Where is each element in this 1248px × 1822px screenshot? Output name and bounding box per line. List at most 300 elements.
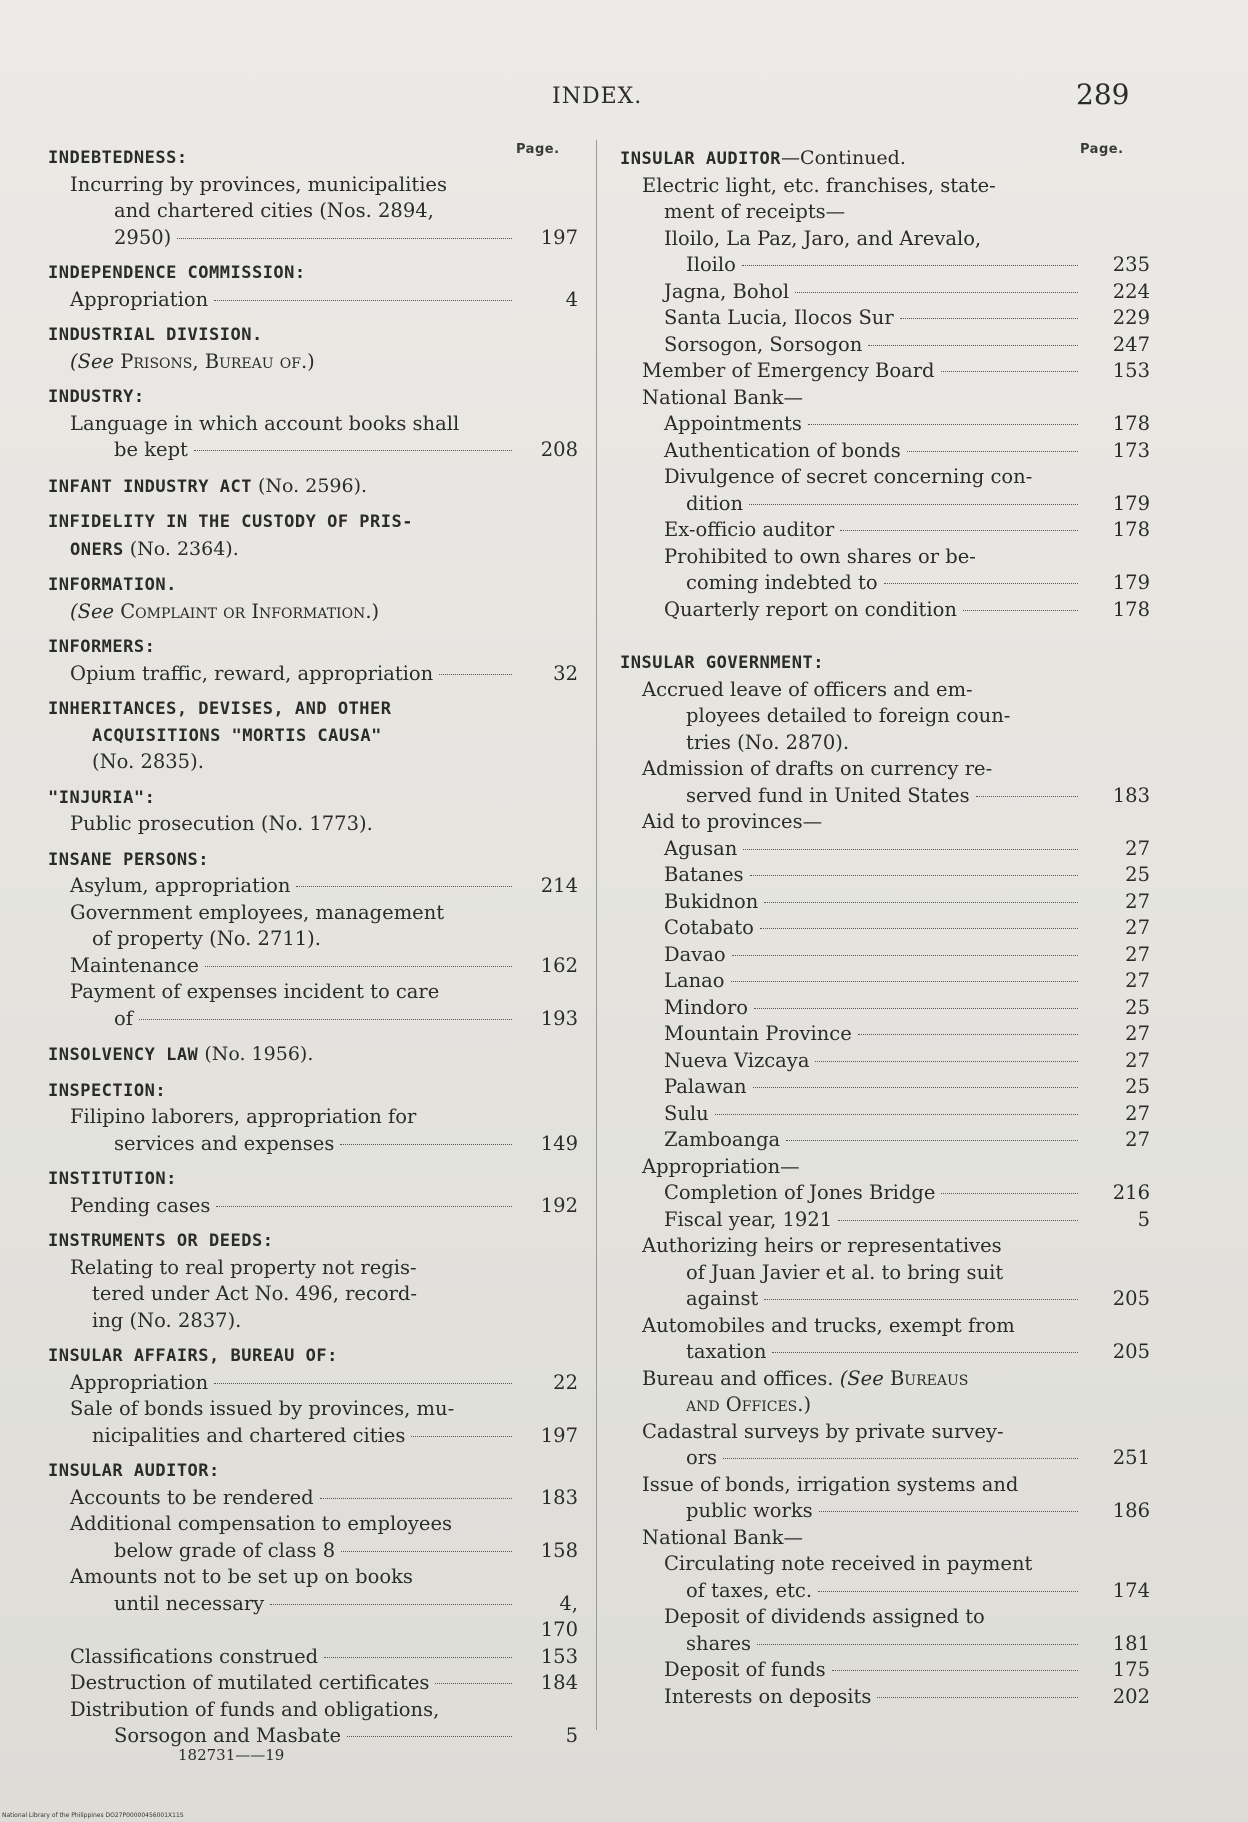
index-entry-with-page bbox=[620, 1286, 1150, 1313]
index-entry-with-page bbox=[48, 1485, 578, 1512]
entry-text: until necessary bbox=[114, 1591, 265, 1615]
index-heading bbox=[48, 1041, 578, 1069]
leader-dots bbox=[439, 674, 512, 675]
index-subentry: (No. 2835). bbox=[92, 750, 204, 773]
page-ref: 27 bbox=[1125, 916, 1150, 939]
heading-suffix: (No. 2364). bbox=[123, 537, 239, 560]
index-subentry: ing (No. 2837). bbox=[92, 1308, 242, 1332]
index-entry-with-page bbox=[620, 1207, 1150, 1234]
index-entry-with-page bbox=[620, 1127, 1150, 1154]
index-entry-with-page bbox=[620, 783, 1150, 810]
index-subentry: Appropriation— bbox=[642, 1154, 800, 1178]
index-subentry: Filipino laborers, appropriation for bbox=[70, 1105, 417, 1128]
entry-text: coming indebted to bbox=[686, 571, 878, 594]
index-subentry: Government employees, management bbox=[70, 900, 445, 924]
leader-dots bbox=[795, 292, 1078, 293]
index-entry-with-page bbox=[48, 1591, 578, 1644]
leader-dots bbox=[868, 345, 1078, 346]
leader-dots bbox=[786, 1140, 1078, 1141]
index-subentry: Payment of expenses incident to care bbox=[70, 980, 440, 1003]
index-entry-with-page bbox=[48, 1370, 578, 1397]
signature-mark: 182731——19 bbox=[178, 1746, 285, 1764]
leader-dots bbox=[296, 886, 512, 887]
leader-dots bbox=[815, 1061, 1078, 1062]
index-entry-with-page bbox=[48, 873, 578, 900]
page-ref: 178 bbox=[1112, 597, 1150, 621]
leader-dots bbox=[941, 371, 1079, 372]
entry-text: nicipalities and chartered cities bbox=[92, 1423, 406, 1447]
index-subentry: Accrued leave of officers and em- bbox=[642, 677, 973, 701]
leader-dots bbox=[731, 981, 1079, 982]
page-ref: 27 bbox=[1125, 1128, 1150, 1151]
page-ref: 27 bbox=[1125, 836, 1150, 860]
entry-text: Asylum, appropriation bbox=[70, 874, 291, 897]
index-entry-with-page bbox=[620, 1048, 1150, 1075]
page-ref: 224 bbox=[1112, 279, 1150, 303]
cross-ref-target: and Offices bbox=[686, 1393, 798, 1416]
index-entry-with-page bbox=[620, 1074, 1150, 1101]
index-entry-with-page bbox=[48, 953, 578, 980]
page-ref: 235 bbox=[1112, 253, 1150, 276]
index-entry-with-page bbox=[620, 1101, 1150, 1128]
page-ref: 153 bbox=[540, 1644, 578, 1668]
index-subentry: and chartered cities (Nos. 2894, bbox=[114, 199, 434, 222]
page-ref: 175 bbox=[1112, 1658, 1150, 1681]
heading-text: INFANT INDUSTRY ACT bbox=[48, 476, 252, 497]
entry-text: Mountain Province bbox=[664, 1022, 852, 1045]
entry-text: Destruction of mutilated certificates bbox=[70, 1671, 430, 1694]
page-ref: 25 bbox=[1125, 995, 1150, 1019]
heading-text: INDUSTRIAL DIVISION. bbox=[48, 325, 263, 345]
leader-dots bbox=[214, 1383, 512, 1384]
cross-reference bbox=[620, 1366, 1150, 1393]
page-ref: 4 bbox=[565, 287, 578, 311]
page-ref: 229 bbox=[1112, 306, 1150, 329]
leader-dots bbox=[177, 238, 512, 239]
index-entry-with-page bbox=[48, 1193, 578, 1220]
leader-dots bbox=[808, 424, 1078, 425]
index-entry-with-page bbox=[48, 1723, 578, 1750]
index-subentry: ment of receipts— bbox=[664, 200, 846, 223]
page-ref: 208 bbox=[540, 438, 578, 461]
leader-dots bbox=[347, 1736, 512, 1737]
index-heading bbox=[48, 145, 578, 172]
entry-text: Appropriation bbox=[70, 287, 209, 311]
leader-dots bbox=[715, 1114, 1078, 1115]
page-ref: 214 bbox=[540, 874, 578, 897]
page-ref: 197 bbox=[540, 225, 578, 249]
leader-dots bbox=[754, 1008, 1078, 1009]
index-subentry: Admission of drafts on currency re- bbox=[642, 757, 993, 780]
heading-suffix: (No. 1956). bbox=[198, 1043, 314, 1065]
page-ref: 251 bbox=[1112, 1446, 1150, 1469]
heading-text: "INJURIA": bbox=[48, 787, 156, 808]
index-subentry: Sale of bonds issued by provinces, mu- bbox=[70, 1397, 455, 1420]
index-subentry: Authorizing heirs or representatives bbox=[642, 1234, 1002, 1257]
index-entry-with-page bbox=[620, 889, 1150, 916]
leader-dots bbox=[320, 1498, 512, 1499]
leader-dots bbox=[818, 1591, 1078, 1592]
heading-text: ONERS bbox=[70, 539, 124, 560]
cross-ref-suffix: .) bbox=[300, 349, 315, 373]
entry-text: Ex-officio auditor bbox=[664, 518, 835, 541]
page-ref: 192 bbox=[540, 1193, 578, 1217]
heading-text: INSULAR AUDITOR bbox=[620, 149, 782, 169]
index-subentry: Issue of bonds, irrigation systems and bbox=[642, 1472, 1019, 1496]
entry-text: Appointments bbox=[664, 412, 802, 435]
index-subentry: ployees detailed to foreign coun- bbox=[686, 704, 1011, 727]
page-ref: 162 bbox=[540, 953, 578, 977]
index-heading bbox=[48, 785, 578, 812]
page-ref: 205 bbox=[1112, 1287, 1150, 1310]
index-entry-with-page bbox=[620, 836, 1150, 863]
page-ref: 183 bbox=[1112, 783, 1150, 807]
entry-text: be kept bbox=[114, 438, 188, 461]
cross-reference bbox=[620, 1392, 1150, 1419]
leader-dots bbox=[742, 265, 1078, 266]
cross-ref-see: (See bbox=[70, 599, 121, 623]
index-entry-with-page bbox=[48, 1423, 578, 1450]
cross-ref-suffix: .) bbox=[797, 1393, 812, 1416]
running-head bbox=[0, 78, 1248, 118]
index-entry-with-page bbox=[48, 287, 578, 314]
index-heading bbox=[620, 145, 1150, 173]
leader-dots bbox=[341, 1551, 512, 1552]
leader-dots bbox=[838, 1220, 1078, 1221]
entry-text: Palawan bbox=[664, 1075, 747, 1098]
index-entry-with-page bbox=[620, 1021, 1150, 1048]
cross-ref-suffix: .) bbox=[365, 599, 380, 623]
leader-dots bbox=[194, 450, 512, 451]
index-subentry: Additional compensation to employees bbox=[70, 1512, 453, 1535]
page-column-label-left: Page. bbox=[516, 142, 560, 157]
index-subentry: Prohibited to own shares or be- bbox=[664, 544, 976, 568]
page-ref: 4, 170 bbox=[540, 1591, 578, 1641]
heading-text: INSULAR GOVERNMENT: bbox=[620, 653, 824, 673]
page-ref: 216 bbox=[1112, 1181, 1150, 1204]
page-ref: 181 bbox=[1112, 1631, 1150, 1655]
column-divider bbox=[596, 140, 597, 1730]
entry-text: Authentication of bonds bbox=[664, 438, 901, 462]
index-subentry: Language in which account books shall bbox=[70, 411, 460, 435]
index-entry-with-page bbox=[620, 862, 1150, 889]
index-entry-with-page bbox=[620, 1631, 1150, 1658]
index-heading bbox=[48, 322, 578, 349]
heading-text: INDEBTEDNESS: bbox=[48, 148, 188, 168]
index-entry-with-page bbox=[620, 1339, 1150, 1366]
leader-dots bbox=[907, 451, 1078, 452]
entry-text: Agusan bbox=[664, 836, 738, 860]
entry-text: Deposit of funds bbox=[664, 1658, 826, 1681]
heading-suffix: (No. 2596). bbox=[251, 474, 368, 497]
cross-ref-see: (See bbox=[70, 349, 121, 373]
entry-text: Opium traffic, reward, appropriation bbox=[70, 661, 434, 685]
index-entry-with-page bbox=[48, 1006, 578, 1033]
leader-dots bbox=[764, 1299, 1078, 1300]
heading-text: INSOLVENCY LAW bbox=[48, 1045, 199, 1065]
index-entry-with-page bbox=[620, 1684, 1150, 1711]
page-ref: 178 bbox=[1112, 518, 1150, 541]
index-entry-with-page bbox=[620, 1180, 1150, 1207]
page-ref: 27 bbox=[1125, 889, 1150, 913]
page-ref: 202 bbox=[1112, 1684, 1150, 1708]
index-entry-with-page bbox=[48, 225, 578, 252]
page-column-label-right: Page. bbox=[1080, 142, 1124, 157]
leader-dots bbox=[900, 318, 1078, 319]
cross-ref-target: Complaint or Information bbox=[120, 599, 366, 623]
index-heading bbox=[620, 650, 1150, 677]
index-subentry: Distribution of funds and obligations, bbox=[70, 1697, 440, 1721]
entry-text: against bbox=[686, 1287, 759, 1310]
entry-text: Nueva Vizcaya bbox=[664, 1048, 810, 1072]
page-ref: 5 bbox=[565, 1724, 578, 1747]
index-entry-with-page bbox=[48, 1538, 578, 1565]
heading-text: INFORMERS: bbox=[48, 637, 156, 657]
heading-text: INSULAR AFFAIRS, BUREAU OF: bbox=[48, 1346, 338, 1366]
index-subentry: Iloilo, La Paz, Jaro, and Arevalo, bbox=[664, 226, 982, 250]
entry-text: Quarterly report on condition bbox=[664, 597, 957, 621]
page-number: 289 bbox=[1076, 78, 1130, 111]
index-subentry: Circulating note received in payment bbox=[664, 1552, 1033, 1575]
leader-dots bbox=[216, 1206, 512, 1207]
index-subentry: Automobiles and trucks, exempt from bbox=[642, 1313, 1015, 1337]
entry-text: Zamboanga bbox=[664, 1128, 781, 1151]
heading-text: INFIDELITY IN THE CUSTODY OF PRIS- bbox=[48, 512, 413, 532]
page-ref: 197 bbox=[540, 1423, 578, 1447]
index-subentry: Aid to provinces— bbox=[642, 810, 823, 833]
index-heading-continued bbox=[48, 536, 578, 564]
index-entry-with-page bbox=[48, 1670, 578, 1697]
leader-dots bbox=[435, 1683, 512, 1684]
index-subentry: Electric light, etc. franchises, state- bbox=[642, 173, 996, 197]
heading-text: INSTITUTION: bbox=[48, 1169, 177, 1189]
entry-text: Sorsogon and Masbate bbox=[114, 1724, 342, 1747]
entry-text: Interests on deposits bbox=[664, 1684, 872, 1708]
page-ref: 158 bbox=[540, 1538, 578, 1562]
index-heading bbox=[48, 473, 578, 501]
index-entry-with-page bbox=[620, 279, 1150, 306]
page-ref: 179 bbox=[1112, 491, 1150, 515]
entry-text: of bbox=[114, 1006, 133, 1030]
index-entry-with-page bbox=[620, 968, 1150, 995]
page-ref: 193 bbox=[540, 1006, 578, 1030]
index-subentry: Divulgence of secret concerning con- bbox=[664, 465, 1033, 488]
heading-text: ACQUISITIONS "MORTIS CAUSA" bbox=[92, 725, 382, 746]
index-heading bbox=[48, 1228, 578, 1255]
index-subentry: Amounts not to be set up on books bbox=[70, 1565, 413, 1588]
leader-dots bbox=[772, 1352, 1078, 1353]
entry-text: shares bbox=[686, 1631, 752, 1655]
leader-dots bbox=[877, 1697, 1078, 1698]
entry-text: Cotabato bbox=[664, 916, 754, 939]
leader-dots bbox=[270, 1604, 512, 1605]
index-subentry: tered under Act No. 496, record- bbox=[92, 1282, 418, 1305]
index-subentry: of Juan Javier et al. to bring suit bbox=[686, 1260, 1004, 1284]
index-heading bbox=[48, 509, 578, 536]
index-heading bbox=[48, 847, 578, 874]
leader-dots bbox=[723, 1458, 1078, 1459]
index-subentry: Public prosecution (No. 1773). bbox=[70, 812, 373, 835]
leader-dots bbox=[753, 1087, 1078, 1088]
index-subentry: National Bank— bbox=[642, 1525, 803, 1549]
imprint-text: National Library of the Philippines DO27P00000456001X11S bbox=[2, 1812, 184, 1819]
entry-text: Davao bbox=[664, 942, 726, 966]
index-entry-with-page bbox=[620, 1445, 1150, 1472]
leader-dots bbox=[205, 966, 512, 967]
leader-dots bbox=[732, 955, 1078, 956]
index-subentry: Deposit of dividends assigned to bbox=[664, 1605, 985, 1628]
heading-text: INFORMATION. bbox=[48, 575, 177, 595]
entry-text: Lanao bbox=[664, 969, 725, 992]
leader-dots bbox=[963, 610, 1078, 611]
page-ref: 27 bbox=[1125, 1101, 1150, 1125]
entry-text: Appropriation bbox=[70, 1370, 209, 1394]
heading-text: INDUSTRY: bbox=[48, 387, 145, 407]
leader-dots bbox=[764, 902, 1078, 903]
cross-ref-see: (See bbox=[839, 1366, 890, 1390]
index-entry-with-page bbox=[620, 1578, 1150, 1605]
heading-text: INSANE PERSONS: bbox=[48, 849, 210, 870]
index-heading bbox=[48, 1166, 578, 1193]
leader-dots bbox=[340, 1144, 512, 1145]
index-entry-with-page bbox=[620, 305, 1150, 332]
entry-text: of taxes, etc. bbox=[686, 1578, 813, 1602]
cross-reference bbox=[48, 349, 578, 376]
entry-text: Iloilo bbox=[686, 253, 736, 276]
entry-text: Batanes bbox=[664, 863, 744, 886]
page-ref: 27 bbox=[1125, 1022, 1150, 1045]
leader-dots bbox=[832, 1670, 1078, 1671]
leader-dots bbox=[411, 1436, 512, 1437]
running-head-title: INDEX. bbox=[552, 84, 643, 109]
page-ref: 184 bbox=[540, 1671, 578, 1694]
index-heading-continued bbox=[48, 723, 578, 750]
index-heading bbox=[48, 1078, 578, 1105]
cross-ref-target: Bureaus bbox=[889, 1366, 969, 1390]
leader-dots bbox=[976, 796, 1078, 797]
index-heading bbox=[48, 384, 578, 411]
leader-dots bbox=[760, 928, 1078, 929]
entry-text: Accounts to be rendered bbox=[70, 1485, 314, 1509]
heading-suffix: —Continued. bbox=[781, 147, 906, 169]
index-entry-with-page bbox=[620, 438, 1150, 465]
entry-text: public works bbox=[686, 1499, 813, 1522]
index-subentry: tries (No. 2870). bbox=[686, 730, 850, 754]
index-heading bbox=[48, 634, 578, 661]
page-ref: 205 bbox=[1112, 1340, 1150, 1363]
page-ref: 25 bbox=[1125, 863, 1150, 886]
page-ref: 178 bbox=[1112, 412, 1150, 435]
page-ref: 25 bbox=[1125, 1075, 1150, 1098]
page-ref: 149 bbox=[540, 1131, 578, 1155]
index-subentry: Cadastral surveys by private survey- bbox=[642, 1419, 1004, 1443]
heading-text: INSTRUMENTS OR DEEDS: bbox=[48, 1231, 274, 1251]
entry-text: Member of Emergency Board bbox=[642, 359, 935, 382]
entry-text: services and expenses bbox=[114, 1131, 335, 1155]
entry-text: ors bbox=[686, 1446, 718, 1469]
page-ref: 27 bbox=[1125, 1048, 1150, 1072]
index-heading bbox=[48, 1343, 578, 1370]
page-ref: 27 bbox=[1125, 969, 1150, 992]
index-entry-with-page bbox=[48, 1131, 578, 1158]
entry-text: Pending cases bbox=[70, 1193, 211, 1217]
index-entry-with-page bbox=[620, 597, 1150, 624]
index-heading bbox=[48, 1458, 578, 1485]
index-entry-with-page bbox=[620, 411, 1150, 438]
leader-dots bbox=[139, 1019, 512, 1020]
index-entry-with-page bbox=[620, 942, 1150, 969]
index-entry-with-page bbox=[620, 1498, 1150, 1525]
index-entry-with-page bbox=[620, 915, 1150, 942]
entry-text: taxation bbox=[686, 1340, 767, 1363]
section-gap bbox=[620, 623, 1150, 641]
index-subentry: National Bank— bbox=[642, 385, 803, 409]
entry-text: Maintenance bbox=[70, 953, 199, 977]
index-entry-with-page bbox=[620, 1657, 1150, 1684]
leader-dots bbox=[750, 875, 1078, 876]
heading-text: INHERITANCES, DEVISES, AND OTHER bbox=[48, 699, 392, 719]
page-ref: 32 bbox=[553, 661, 578, 685]
index-entry-with-page bbox=[48, 661, 578, 688]
index-entry-with-page bbox=[620, 332, 1150, 359]
index-entry-with-page bbox=[620, 995, 1150, 1022]
right-index-column bbox=[620, 136, 1150, 1710]
leader-dots bbox=[941, 1193, 1078, 1194]
heading-text: INSPECTION: bbox=[48, 1080, 167, 1101]
entry-text: 2950) bbox=[114, 225, 172, 249]
page-ref: 27 bbox=[1125, 942, 1150, 966]
leader-dots bbox=[324, 1657, 512, 1658]
page-ref: 247 bbox=[1112, 332, 1150, 356]
entry-text: Fiscal year, 1921 bbox=[664, 1207, 833, 1231]
cross-ref-lead: Bureau and offices. bbox=[642, 1366, 840, 1390]
page-ref: 186 bbox=[1112, 1499, 1150, 1522]
entry-text: Santa Lucia, Ilocos Sur bbox=[664, 306, 894, 329]
entry-text: Sulu bbox=[664, 1101, 709, 1125]
index-entry-with-page bbox=[620, 570, 1150, 597]
page-ref: 173 bbox=[1112, 438, 1150, 462]
leader-dots bbox=[757, 1644, 1078, 1645]
entry-text: Bukidnon bbox=[664, 889, 759, 913]
entry-text: Classifications construed bbox=[70, 1644, 319, 1668]
page-ref: 153 bbox=[1112, 359, 1150, 382]
index-heading bbox=[48, 696, 578, 723]
leader-dots bbox=[840, 530, 1078, 531]
leader-dots bbox=[749, 504, 1078, 505]
index-heading bbox=[48, 572, 578, 599]
page-ref: 183 bbox=[540, 1485, 578, 1509]
heading-text: INSULAR AUDITOR: bbox=[48, 1461, 220, 1481]
entry-text: below grade of class 8 bbox=[114, 1538, 336, 1562]
cross-reference bbox=[48, 599, 578, 626]
index-entry-with-page bbox=[620, 358, 1150, 385]
index-subentry: of property (No. 2711). bbox=[92, 927, 321, 950]
cross-ref-target: Prisons, Bureau of bbox=[120, 349, 301, 373]
entry-text: dition bbox=[686, 491, 744, 515]
entry-text: served fund in United States bbox=[686, 783, 970, 807]
heading-text: INDEPENDENCE COMMISSION: bbox=[48, 263, 306, 283]
entry-text: Jagna, Bohol bbox=[664, 279, 790, 303]
page-ref: 174 bbox=[1112, 1578, 1150, 1602]
leader-dots bbox=[819, 1511, 1078, 1512]
page-ref: 179 bbox=[1112, 571, 1150, 594]
left-index-column bbox=[48, 136, 578, 1750]
index-entry-with-page bbox=[620, 517, 1150, 544]
index-entry-with-page bbox=[620, 252, 1150, 279]
index-entry-with-page bbox=[620, 491, 1150, 518]
index-heading bbox=[48, 260, 578, 287]
leader-dots bbox=[214, 300, 512, 301]
